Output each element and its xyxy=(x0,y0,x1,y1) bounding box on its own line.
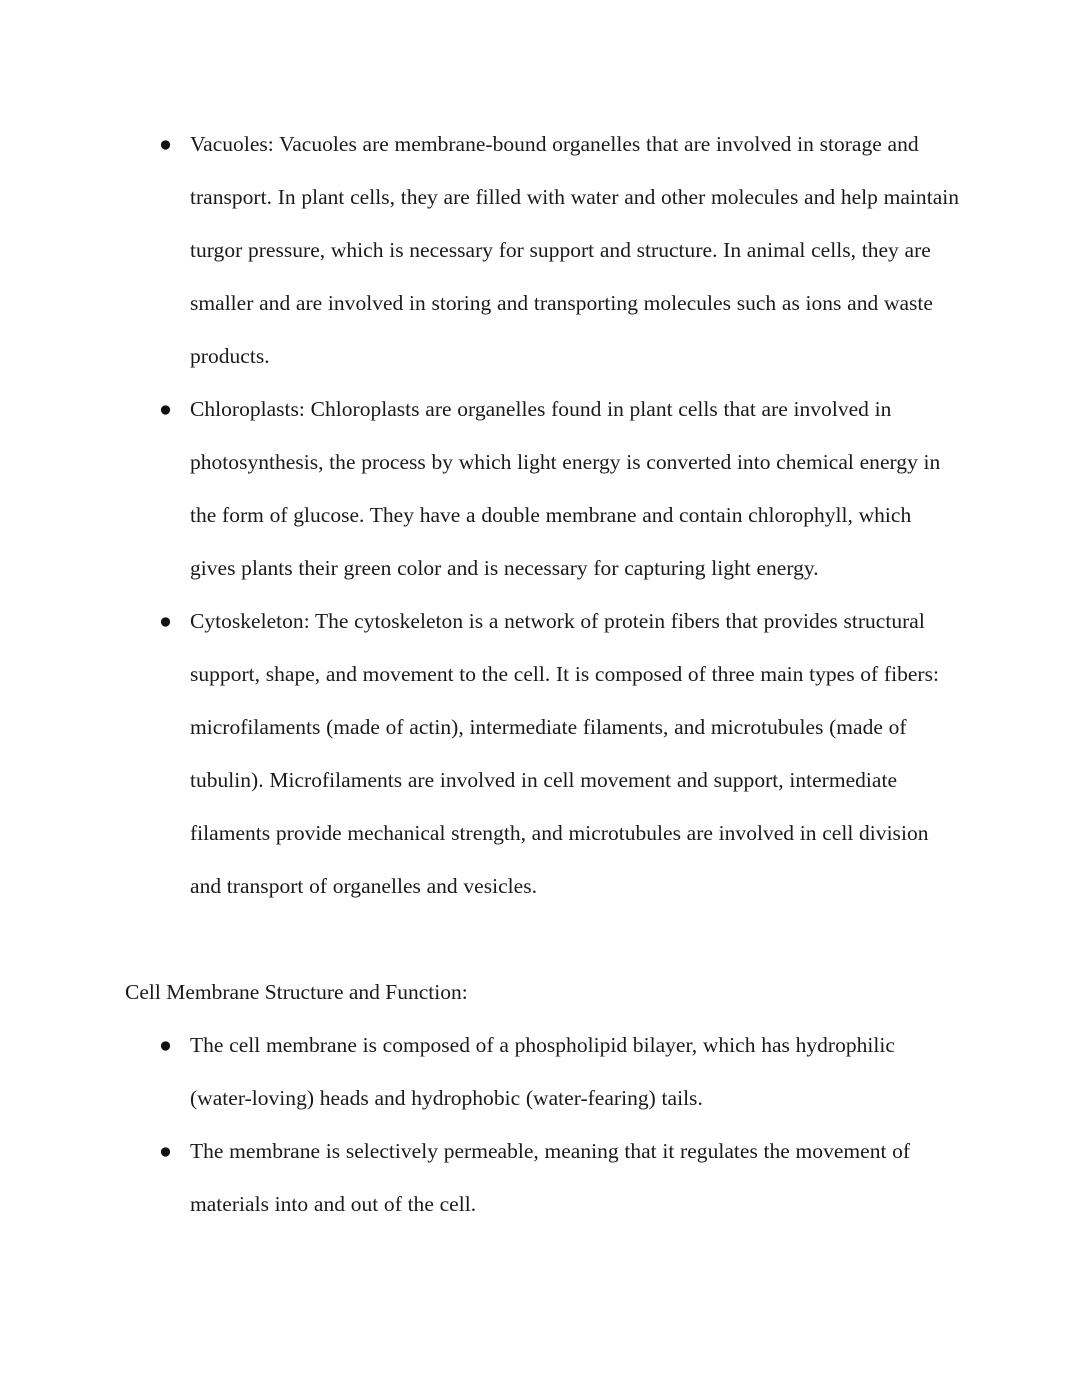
bullet-icon: ● xyxy=(159,397,173,421)
list-item-text: Chloroplasts: Chloroplasts are organelles found in plant cells that are involved in photosynthesis, the process by which light energy is converted into chemical energy in the form of glucose. They have a double membrane and contain chlorophyll, which gives plants their green color and is necessary for capturing light energy. xyxy=(190,397,941,580)
list-item-text: Vacuoles: Vacuoles are membrane-bound organelles that are involved in storage and transport. In plant cells, they are filled with water and other molecules and help maintain turgor pressure, which is necessary for support and structure. In animal cells, they are smaller and are involved in storing and transporting molecules such as ions and waste products. xyxy=(190,132,960,368)
organelles-bullet-list xyxy=(125,118,960,913)
list-item xyxy=(125,118,960,383)
list-item xyxy=(125,383,960,595)
bullet-icon: ● xyxy=(159,132,173,156)
list-item xyxy=(125,595,960,913)
list-item-text: The cell membrane is composed of a phospholipid bilayer, which has hydrophilic (water-loving) heads and hydrophobic (water-fearing) tails. xyxy=(190,1033,895,1110)
list-item xyxy=(125,1019,960,1125)
list-item-text: The membrane is selectively permeable, meaning that it regulates the movement of materials into and out of the cell. xyxy=(190,1139,911,1216)
cell-membrane-bullet-list xyxy=(125,1019,960,1231)
bullet-icon: ● xyxy=(159,1139,173,1163)
list-item-text: Cytoskeleton: The cytoskeleton is a network of protein fibers that provides structural support, shape, and movement to the cell. It is composed of three main types of fibers: microfilaments (made of actin), intermediate filaments, and microtubules (made of tubulin). Microfilaments are involved in cell movement and support, intermediate filaments provide mechanical strength, and microtubules are involved in cell division and transport of organelles and vesicles. xyxy=(190,609,939,898)
paragraph-spacer xyxy=(125,913,960,966)
bullet-icon: ● xyxy=(159,609,173,633)
bullet-icon: ● xyxy=(159,1033,173,1057)
document-body xyxy=(125,118,960,1231)
section-heading-cell-membrane: Cell Membrane Structure and Function: xyxy=(125,980,468,1004)
list-item xyxy=(125,1125,960,1231)
